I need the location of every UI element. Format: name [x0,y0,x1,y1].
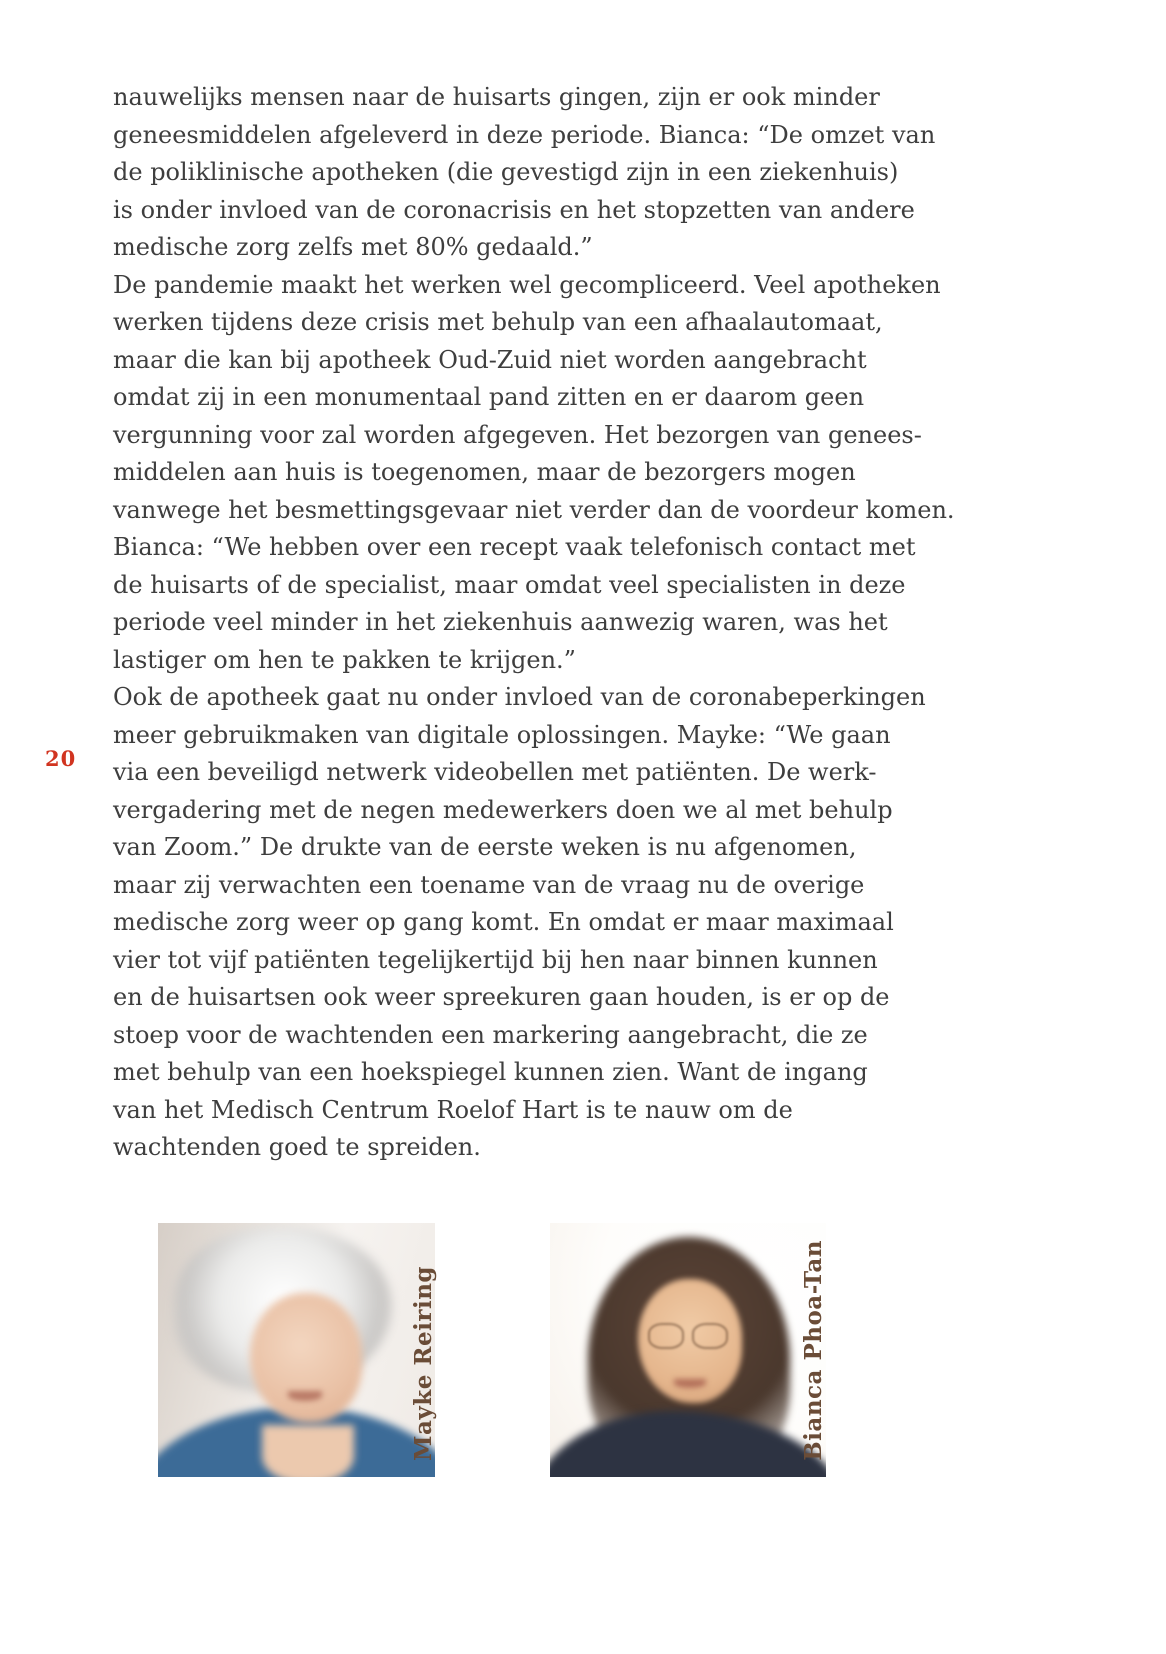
photo-caption-mayke-reiring: Mayke Reiring [410,1266,437,1461]
text-line: Ook de apotheek gaat nu onder invloed van de coronabeperkingen [113,683,926,711]
text-line: wachtenden goed te spreiden. [113,1133,481,1161]
text-line: maar die kan bij apotheek Oud-Zuid niet worden aangebracht [113,345,867,374]
text-line: Bianca: “We hebben over een recept vaak telefonisch contact met [113,533,916,561]
text-line: vergadering met de negen medewerkers doen we al met behulp [113,795,893,824]
article-body [113,79,958,1167]
text-line: middelen aan huis is toegenomen, maar de bezorgers mogen [113,458,856,486]
text-line: medische zorg weer op gang komt. En omdat er maar maximaal [113,908,894,936]
text-line: met behulp van een hoekspiegel kunnen zien. Want de ingang [113,1058,868,1086]
text-line: de poliklinische apotheken (die gevestigd zijn in een ziekenhuis) [113,158,899,186]
text-line: lastiger om hen te pakken te krijgen.” [113,645,576,674]
text-line: vergunning voor zal worden afgegeven. Het bezorgen van genees- [113,420,922,449]
page-number: 20 [45,746,77,771]
text-line: maar zij verwachten een toename van de vraag nu de overige [113,870,865,899]
smile-shape [674,1379,706,1388]
text-line: periode veel minder in het ziekenhuis aanwezig waren, was het [113,608,888,636]
neckline-shape [262,1425,354,1477]
text-line: de huisarts of de specialist, maar omdat veel specialisten in deze [113,570,906,599]
photo-caption-bianca-phoa-tan: Bianca Phoa-Tan [800,1240,827,1461]
text-line: en de huisartsen ook weer spreekuren gaan houden, is er op de [113,983,890,1011]
text-line: medische zorg zelfs met 80% gedaald.” [113,233,593,261]
text-line: omdat zij in een monumentaal pand zitten en er daarom geen [113,383,865,411]
text-line: is onder invloed van de coronacrisis en het stopzetten van andere [113,195,915,224]
text-line: vier tot vijf patiënten tegelijkertijd bij hen naar binnen kunnen [113,945,878,974]
text-line: nauwelijks mensen naar de huisarts gingen, zijn er ook minder [113,83,880,111]
text-line: De pandemie maakt het werken wel gecompliceerd. Veel apotheken [113,270,941,299]
text-line: van Zoom.” De drukte van de eerste weken is nu afgenomen, [113,833,857,861]
text-line: meer gebruikmaken van digitale oplossingen. Mayke: “We gaan [113,720,891,749]
text-line: stoep voor de wachtenden een markering aangebracht, die ze [113,1020,868,1049]
text-line: vanwege het besmettingsgevaar niet verder dan de voordeur komen. [113,495,955,524]
glasses-right-lens [692,1323,728,1349]
photo-bianca-phoa-tan [550,1223,826,1477]
face-shape [250,1293,362,1423]
smile-shape [288,1391,322,1401]
photo-mayke-reiring [158,1223,435,1477]
text-line: via een beveiligd netwerk videobellen met patiënten. De werk- [113,758,877,786]
glasses-left-lens [648,1323,684,1349]
text-line: van het Medisch Centrum Roelof Hart is te nauw om de [113,1095,793,1124]
text-line: werken tijdens deze crisis met behulp van een afhaalautomaat, [113,308,883,336]
text-line: geneesmiddelen afgeleverd in deze periode. Bianca: “De omzet van [113,120,936,149]
